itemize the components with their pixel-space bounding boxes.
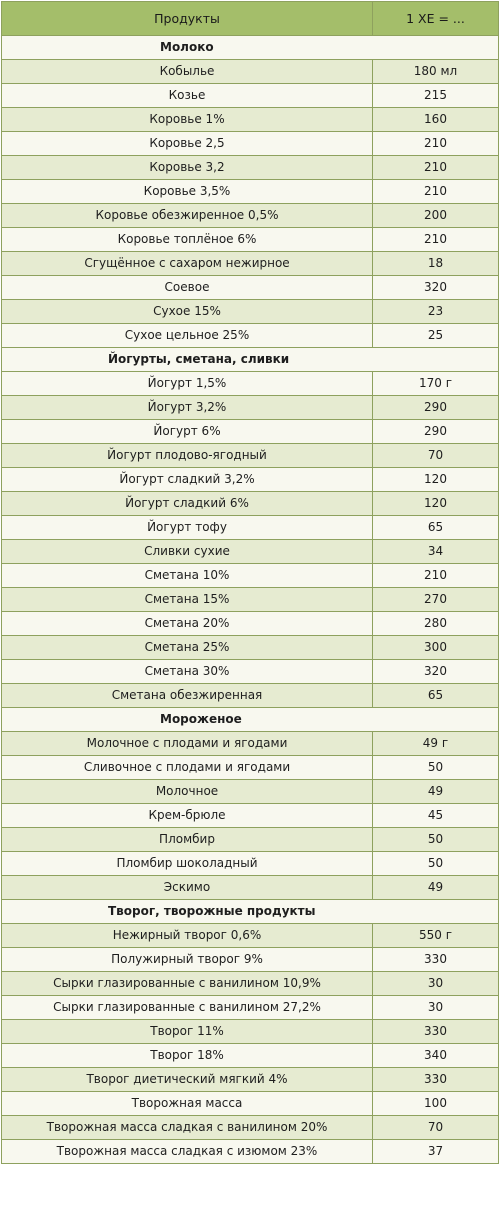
bread-unit-value-cell: 120 [373,492,499,516]
product-name-cell: Коровье 3,2 [2,156,373,180]
bread-unit-value-cell: 49 г [373,732,499,756]
bread-unit-value-cell: 280 [373,612,499,636]
table-row [2,156,499,180]
table-row [2,804,499,828]
product-name-cell: Йогурт сладкий 3,2% [2,468,373,492]
bread-unit-value-cell: 340 [373,1044,499,1068]
section-title: Творог, творожные продукты [2,900,499,924]
header-bread-unit: 1 ХЕ = ... [373,2,499,36]
bread-unit-value-cell: 330 [373,948,499,972]
product-name-cell: Сметана 20% [2,612,373,636]
table-row [2,420,499,444]
table-row [2,948,499,972]
table-row [2,852,499,876]
bread-unit-value-cell: 210 [373,228,499,252]
bread-unit-value-cell: 290 [373,396,499,420]
product-name-cell: Сливочное с плодами и ягодами [2,756,373,780]
product-name-cell: Йогурт 1,5% [2,372,373,396]
section-row [2,36,499,60]
bread-unit-value-cell: 18 [373,252,499,276]
bread-unit-value-cell: 320 [373,660,499,684]
product-name-cell: Сметана 15% [2,588,373,612]
table-row [2,972,499,996]
product-name-cell: Сырки глазированные с ванилином 27,2% [2,996,373,1020]
product-name-cell: Сливки сухие [2,540,373,564]
table-row [2,588,499,612]
product-name-cell: Коровье 3,5% [2,180,373,204]
bread-unit-value-cell: 160 [373,108,499,132]
table-row [2,1068,499,1092]
bread-unit-value-cell: 23 [373,300,499,324]
table-row [2,492,499,516]
product-name-cell: Творог 11% [2,1020,373,1044]
section-row [2,900,499,924]
section-title: Мороженое [2,708,499,732]
bread-unit-value-cell: 180 мл [373,60,499,84]
bread-unit-value-cell: 210 [373,180,499,204]
product-name-cell: Сухое 15% [2,300,373,324]
bread-unit-value-cell: 45 [373,804,499,828]
table-row [2,636,499,660]
bread-unit-value-cell: 49 [373,876,499,900]
product-name-cell: Йогурт плодово-ягодный [2,444,373,468]
product-name-cell: Сухое цельное 25% [2,324,373,348]
bread-unit-value-cell: 65 [373,684,499,708]
table-row [2,732,499,756]
table-body [2,36,499,1164]
product-name-cell: Творог диетический мягкий 4% [2,1068,373,1092]
product-name-cell: Молочное [2,780,373,804]
product-name-cell: Полужирный творог 9% [2,948,373,972]
bread-unit-value-cell: 49 [373,780,499,804]
product-name-cell: Творожная масса сладкая с ванилином 20% [2,1116,373,1140]
table-row [2,1092,499,1116]
bread-unit-value-cell: 320 [373,276,499,300]
bread-unit-value-cell: 300 [373,636,499,660]
bread-unit-value-cell: 34 [373,540,499,564]
bread-unit-value-cell: 270 [373,588,499,612]
section-title: Молоко [2,36,499,60]
table-header [2,2,499,36]
table-row [2,780,499,804]
table-row [2,1044,499,1068]
bread-unit-value-cell: 290 [373,420,499,444]
bread-unit-value-cell: 550 г [373,924,499,948]
table-row [2,60,499,84]
product-name-cell: Крем-брюле [2,804,373,828]
table-row [2,300,499,324]
section-row [2,348,499,372]
table-row [2,1140,499,1164]
table-row [2,108,499,132]
product-name-cell: Кобылье [2,60,373,84]
product-name-cell: Сметана 30% [2,660,373,684]
table-row [2,396,499,420]
product-name-cell: Молочное с плодами и ягодами [2,732,373,756]
table-row [2,372,499,396]
product-name-cell: Йогурт сладкий 6% [2,492,373,516]
bread-unit-value-cell: 70 [373,444,499,468]
bread-unit-value-cell: 200 [373,204,499,228]
bread-unit-value-cell: 210 [373,156,499,180]
table-row [2,252,499,276]
product-name-cell: Творожная масса сладкая с изюмом 23% [2,1140,373,1164]
table-row [2,444,499,468]
product-name-cell: Сгущённое с сахаром нежирное [2,252,373,276]
table-row [2,516,499,540]
table-row [2,660,499,684]
product-name-cell: Коровье обезжиренное 0,5% [2,204,373,228]
header-row [2,2,499,36]
bread-unit-value-cell: 210 [373,132,499,156]
bread-unit-value-cell: 50 [373,828,499,852]
bread-unit-value-cell: 100 [373,1092,499,1116]
table-row [2,228,499,252]
product-name-cell: Пломбир [2,828,373,852]
section-title: Йогурты, сметана, сливки [2,348,499,372]
table-row [2,540,499,564]
table-row [2,180,499,204]
table-row [2,276,499,300]
bread-units-table [1,1,499,1164]
product-name-cell: Творог 18% [2,1044,373,1068]
product-name-cell: Сметана 10% [2,564,373,588]
bread-unit-value-cell: 330 [373,1068,499,1092]
product-name-cell: Сметана 25% [2,636,373,660]
bread-unit-value-cell: 50 [373,756,499,780]
bread-unit-value-cell: 65 [373,516,499,540]
table-row [2,996,499,1020]
table-row [2,924,499,948]
bread-unit-value-cell: 50 [373,852,499,876]
table-row [2,84,499,108]
table-row [2,204,499,228]
bread-unit-value-cell: 120 [373,468,499,492]
section-row [2,708,499,732]
table-row [2,612,499,636]
bread-unit-value-cell: 30 [373,972,499,996]
table-row [2,468,499,492]
product-name-cell: Коровье 2,5 [2,132,373,156]
product-name-cell: Коровье топлёное 6% [2,228,373,252]
table-row [2,828,499,852]
product-name-cell: Козье [2,84,373,108]
table-row [2,1020,499,1044]
bread-unit-value-cell: 70 [373,1116,499,1140]
table-row [2,564,499,588]
table-row [2,756,499,780]
product-name-cell: Йогурт 6% [2,420,373,444]
product-name-cell: Коровье 1% [2,108,373,132]
bread-unit-value-cell: 170 г [373,372,499,396]
bread-unit-value-cell: 25 [373,324,499,348]
product-name-cell: Сметана обезжиренная [2,684,373,708]
bread-unit-value-cell: 215 [373,84,499,108]
table-row [2,1116,499,1140]
product-name-cell: Соевое [2,276,373,300]
product-name-cell: Йогурт тофу [2,516,373,540]
header-products: Продукты [2,2,373,36]
table-row [2,684,499,708]
bread-unit-value-cell: 30 [373,996,499,1020]
bread-unit-value-cell: 210 [373,564,499,588]
product-name-cell: Сырки глазированные с ванилином 10,9% [2,972,373,996]
product-name-cell: Нежирный творог 0,6% [2,924,373,948]
product-name-cell: Творожная масса [2,1092,373,1116]
bread-unit-value-cell: 37 [373,1140,499,1164]
product-name-cell: Пломбир шоколадный [2,852,373,876]
product-name-cell: Йогурт 3,2% [2,396,373,420]
bread-unit-value-cell: 330 [373,1020,499,1044]
page [0,1,500,1215]
table-row [2,876,499,900]
product-name-cell: Эскимо [2,876,373,900]
table-row [2,132,499,156]
table-row [2,324,499,348]
